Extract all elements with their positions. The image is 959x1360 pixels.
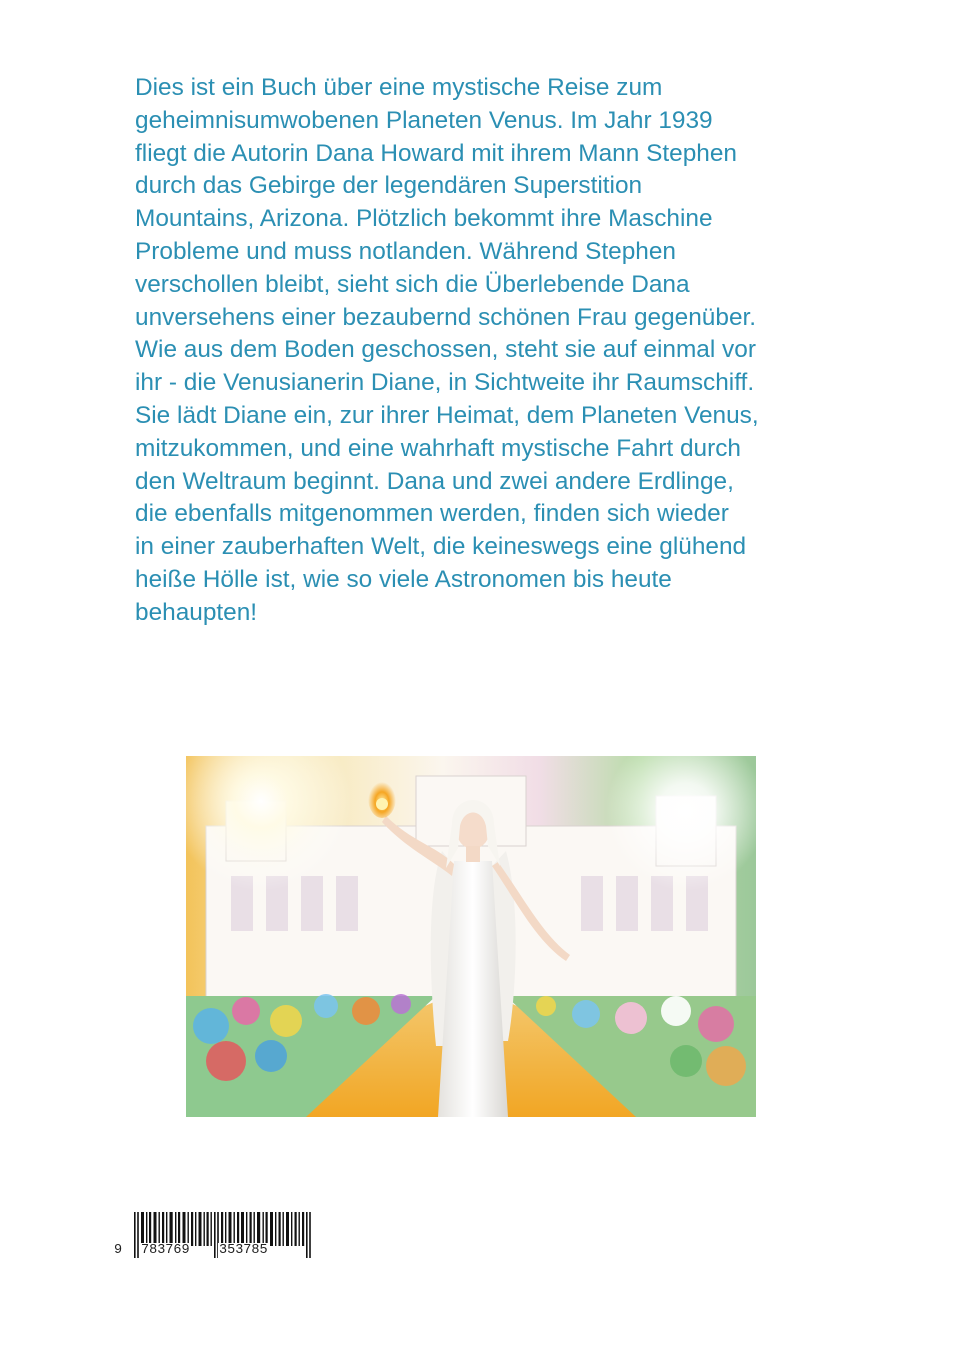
blurb-line: Wie aus dem Boden geschossen, steht sie auf einmal vor <box>135 336 756 364</box>
barcode-digit-group-2: 353785 <box>219 1243 268 1258</box>
barcode-digit-group-1: 783769 <box>141 1243 190 1258</box>
blurb-line: durch das Gebirge der legendären Superstition <box>135 172 643 200</box>
blurb-line: behaupten! <box>135 598 258 626</box>
blurb-line: Mountains, Arizona. Plötzlich bekommt ihre Maschine <box>135 205 713 233</box>
blurb-line: den Weltraum beginnt. Dana und zwei andere Erdlinge, <box>135 467 734 495</box>
back-cover-blurb <box>135 72 835 630</box>
blurb-line: Probleme und muss notlanden. Während Stephen <box>135 237 677 265</box>
barcode-digit-prefix: 9 <box>114 1243 123 1258</box>
blurb-line: die ebenfalls mitgenommen werden, finden sich wieder <box>135 500 729 528</box>
blurb-line: verschollen bleibt, sieht sich die Überlebende Dana <box>135 270 690 298</box>
blurb-line: mitzukommen, und eine wahrhaft mystische Fahrt durch <box>135 434 741 462</box>
blurb-line: heiße Hölle ist, wie so viele Astronomen bis heute <box>135 565 672 593</box>
blurb-line: Sie lädt Diane ein, zur ihrer Heimat, dem Planeten Venus, <box>135 401 759 429</box>
cover-illustration <box>186 756 756 1117</box>
blurb-line: in einer zauberhaften Welt, die keineswegs eine glühend <box>135 533 747 561</box>
blurb-line: Dies ist ein Buch über eine mystische Reise zum <box>135 74 663 101</box>
blurb-line: geheimnisumwobenen Planeten Venus. Im Jahr 1939 <box>135 106 713 134</box>
isbn-barcode <box>113 1212 313 1264</box>
blurb-line: ihr - die Venusianerin Diane, in Sichtweite ihr Raumschiff. <box>135 369 755 397</box>
blurb-line: fliegt die Autorin Dana Howard mit ihrem Mann Stephen <box>135 139 737 167</box>
blurb-line: unversehens einer bezaubernd schönen Frau gegenüber. <box>135 303 757 331</box>
